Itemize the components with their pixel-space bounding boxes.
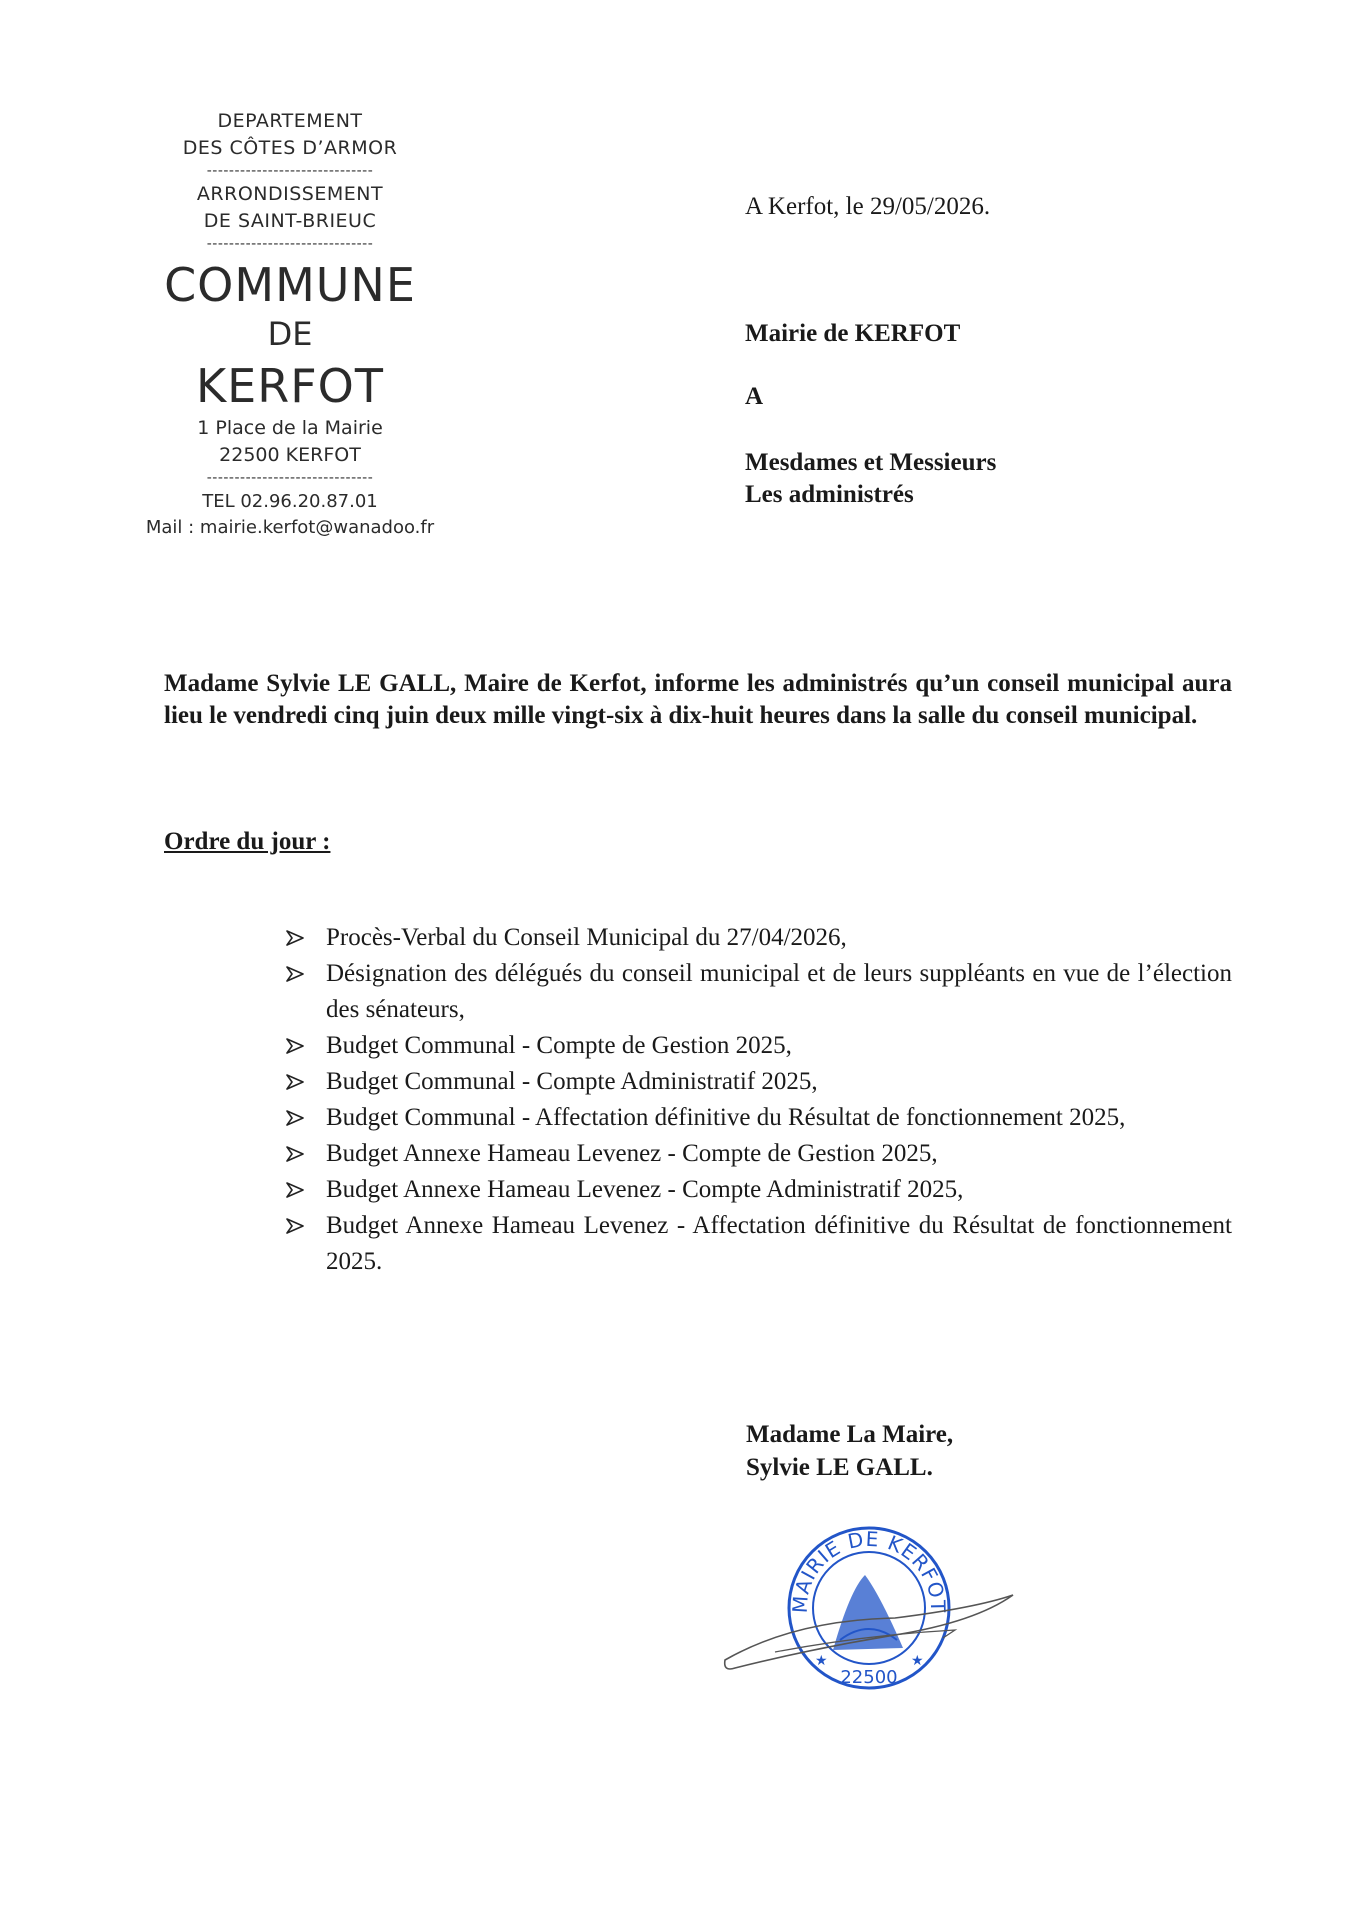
agenda-item-text: Budget Annexe Hameau Levenez - Compte Administratif 2025, xyxy=(326,1176,964,1203)
department-label: DEPARTEMENT xyxy=(217,110,363,132)
email: Mail : mairie.kerfot@wanadoo.fr xyxy=(145,517,435,538)
closing-title: Madame La Maire, xyxy=(746,1421,954,1448)
stamp-postcode: 22500 xyxy=(840,1667,898,1688)
arrow-bullet-icon xyxy=(286,966,304,982)
list-item xyxy=(286,920,1232,956)
agenda-item-text: Procès-Verbal du Conseil Municipal du 27/04/2026, xyxy=(326,924,847,951)
address-line-2: 22500 KERFOT xyxy=(219,444,361,466)
closing-name: Sylvie LE GALL. xyxy=(746,1454,933,1481)
list-item xyxy=(286,1172,1232,1208)
recipient-line-2: Les administrés xyxy=(745,481,914,508)
address-line-1: 1 Place de la Mairie xyxy=(197,417,383,439)
agenda-item-text: Désignation des délégués du conseil municipal et de leurs suppléants en vue de l’élection des sénateurs, xyxy=(326,960,1232,1023)
agenda-item-text: Budget Communal - Compte de Gestion 2025, xyxy=(326,1032,792,1059)
list-item xyxy=(286,1136,1232,1172)
svg-text:★: ★ xyxy=(911,1653,924,1669)
commune-name: KERFOT xyxy=(196,359,384,413)
arrow-bullet-icon xyxy=(286,1218,304,1234)
divider: ------------------------------ xyxy=(206,236,374,252)
announcement-paragraph: Madame Sylvie LE GALL, Maire de Kerfot, informe les administrés qu’un conseil municipal aura lieu le vendredi cinq juin deux mille vingt-six à dix-huit heures dans la salle du conseil municipal. xyxy=(164,670,1232,729)
stamp-seal xyxy=(788,1527,951,1688)
divider: ------------------------------ xyxy=(206,470,374,486)
list-item xyxy=(286,1208,1232,1280)
recipient xyxy=(745,447,996,511)
closing xyxy=(746,1418,953,1484)
svg-text:★: ★ xyxy=(815,1653,828,1669)
agenda-item-text: Budget Communal - Affectation définitive du Résultat de fonctionnement 2025, xyxy=(326,1104,1126,1131)
telephone: TEL 02.96.20.87.01 xyxy=(202,491,378,512)
arrow-bullet-icon xyxy=(286,930,304,946)
list-item xyxy=(286,1028,1232,1064)
to-label: A xyxy=(745,383,764,410)
agenda-list xyxy=(286,920,1232,1280)
agenda-title: Ordre du jour : xyxy=(164,828,331,855)
letter-date: A Kerfot, le 29/05/2026. xyxy=(745,193,991,220)
official-stamp xyxy=(715,1500,1025,1700)
arrow-bullet-icon xyxy=(286,1038,304,1054)
list-item xyxy=(286,1064,1232,1100)
list-item xyxy=(286,1100,1232,1136)
arrow-bullet-icon xyxy=(286,1074,304,1090)
arrow-bullet-icon xyxy=(286,1146,304,1162)
arrondissement-label: ARRONDISSEMENT xyxy=(196,183,384,205)
divider: ------------------------------ xyxy=(206,163,374,179)
letterhead xyxy=(140,108,440,541)
agenda-item-text: Budget Communal - Compte Administratif 2025, xyxy=(326,1068,818,1095)
agenda-item-text: Budget Annexe Hameau Levenez - Compte de Gestion 2025, xyxy=(326,1140,938,1167)
commune-de: DE xyxy=(267,315,313,353)
list-item xyxy=(286,956,1232,1028)
arrow-bullet-icon xyxy=(286,1182,304,1198)
signature-and-stamp xyxy=(715,1500,1025,1700)
stamp-text: MAIRIE DE KERFOT xyxy=(787,1526,951,1614)
department-name: DES CÔTES D’ARMOR xyxy=(182,137,398,159)
commune-label: COMMUNE xyxy=(164,258,416,312)
arrondissement-name: DE SAINT-BRIEUC xyxy=(203,210,377,232)
sender: Mairie de KERFOT xyxy=(745,320,961,347)
recipient-line-1: Mesdames et Messieurs xyxy=(745,449,997,476)
agenda-item-text: Budget Annexe Hameau Levenez - Affectation définitive du Résultat de fonctionnement 2025. xyxy=(326,1212,1232,1275)
arrow-bullet-icon xyxy=(286,1110,304,1126)
